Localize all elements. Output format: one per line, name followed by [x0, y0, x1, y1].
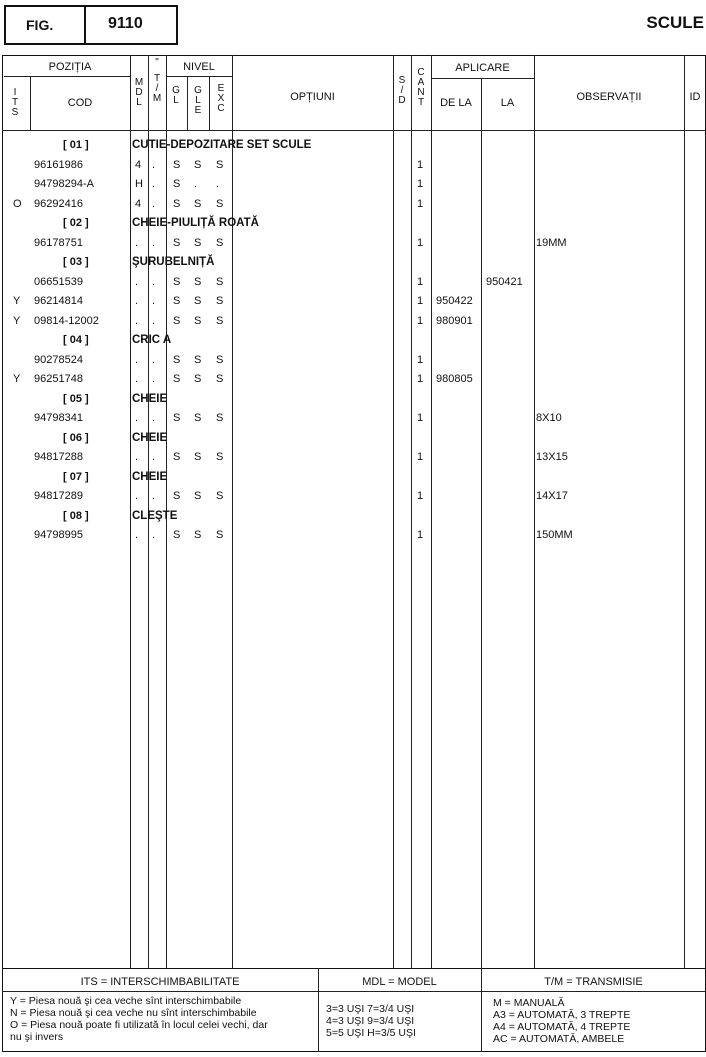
- cant-cell: 1: [417, 451, 424, 463]
- table-row: [0, 448, 706, 467]
- col-exc: E X C: [217, 83, 225, 114]
- obs-cell: 150MM: [536, 529, 573, 541]
- mdl-cell: .: [135, 236, 139, 249]
- its-cell: Y: [13, 373, 21, 385]
- gle-cell: S: [194, 353, 202, 366]
- group-title: CUTIE-DEPOZITARE SET SCULE: [132, 139, 312, 151]
- de-la-cell: 980805: [436, 373, 473, 385]
- cod-cell: 94798995: [34, 529, 83, 541]
- group-ref: [ 05 ]: [63, 392, 89, 405]
- group-title: CHEIE: [132, 470, 168, 483]
- mdl-cell: 4: [135, 197, 142, 210]
- gl-cell: S: [173, 412, 181, 424]
- mdl-cell: .: [135, 490, 139, 502]
- col-aplicare: APLICARE: [455, 62, 510, 74]
- exc-cell: S: [216, 451, 224, 463]
- exc-cell: S: [216, 236, 224, 249]
- mdl-cell: 4: [135, 158, 142, 171]
- cant-cell: 1: [417, 353, 424, 366]
- its-cell: Y: [13, 314, 21, 327]
- cant-cell: 1: [417, 295, 424, 307]
- cant-cell: 1: [417, 275, 424, 288]
- cant-cell: 1: [417, 236, 424, 249]
- la-cell: 950421: [486, 275, 523, 288]
- col-gle: G L E: [194, 85, 202, 116]
- group-ref: [ 03 ]: [63, 256, 89, 268]
- gl-cell: S: [173, 275, 181, 288]
- gle-cell: S: [194, 158, 202, 171]
- mdl-cell: .: [135, 412, 139, 424]
- tm-cell: .: [152, 412, 156, 424]
- cod-cell: 96161986: [34, 158, 83, 171]
- mdl-cell: .: [135, 314, 139, 327]
- tm-cell: .: [152, 353, 156, 366]
- group-header-row: [0, 390, 706, 409]
- gl-cell: S: [173, 178, 181, 190]
- gle-cell: S: [194, 295, 202, 307]
- legend-tm-lines: M = MANUALĂ A3 = AUTOMATĂ, 3 TREPTE A4 = AUTOMATĂ, 4 TREPTE AC = AUTOMATĂ, AMBELE: [493, 997, 631, 1045]
- col-pozitia: POZIȚIA: [48, 61, 92, 73]
- col-sd: S / D: [398, 75, 406, 106]
- gle-cell: S: [194, 529, 202, 541]
- group-header-row: [0, 429, 706, 448]
- table-row: [0, 409, 706, 428]
- group-title: CHEIE-PIULIȚĂ ROATĂ: [132, 217, 259, 229]
- tm-cell: .: [152, 295, 156, 307]
- legend-mdl-title: MDL = MODEL: [362, 976, 437, 988]
- group-header-row: [0, 468, 706, 487]
- cant-cell: 1: [417, 529, 424, 541]
- gle-cell: S: [194, 451, 202, 463]
- exc-cell: .: [216, 178, 220, 190]
- legend-mdl-lines: 3=3 UŞI 7=3/4 UŞI 4=3 UŞI 9=3/4 UŞI 5=5 UŞI H=3/5 UŞI: [326, 1003, 416, 1039]
- exc-cell: S: [216, 314, 224, 327]
- gle-cell: S: [194, 197, 202, 210]
- mdl-cell: .: [135, 295, 139, 307]
- table-row: [0, 195, 706, 214]
- cod-cell: 94798341: [34, 412, 83, 424]
- col-observatii: OBSERVAȚII: [576, 91, 642, 103]
- group-header-row: [0, 507, 706, 526]
- its-cell: Y: [13, 295, 21, 307]
- col-id: ID: [689, 91, 701, 103]
- gle-cell: S: [194, 412, 202, 424]
- exc-cell: S: [216, 373, 224, 385]
- table-row: [0, 273, 706, 292]
- exc-cell: S: [216, 412, 224, 424]
- gl-cell: S: [173, 236, 181, 249]
- col-tm: " T / M: [152, 57, 162, 104]
- group-ref: [ 01 ]: [63, 139, 89, 151]
- col-de-la: DE LA: [440, 97, 472, 109]
- gl-cell: S: [173, 373, 181, 385]
- obs-cell: 14X17: [536, 490, 568, 502]
- col-cod: COD: [67, 97, 93, 109]
- table-row: [0, 292, 706, 311]
- gl-cell: S: [173, 158, 181, 171]
- its-cell: O: [13, 197, 22, 210]
- gl-cell: S: [173, 295, 181, 307]
- table-row: [0, 156, 706, 175]
- mdl-cell: .: [135, 529, 139, 541]
- group-title: CRIC A: [132, 334, 172, 346]
- fig-number: 9110: [108, 15, 143, 32]
- exc-cell: S: [216, 275, 224, 288]
- cant-cell: 1: [417, 412, 424, 424]
- mdl-cell: .: [135, 373, 139, 385]
- col-mdl: M D L: [134, 77, 144, 108]
- gle-cell: S: [194, 236, 202, 249]
- section-title: SCULE: [646, 13, 704, 32]
- gle-cell: S: [194, 275, 202, 288]
- group-ref: [ 02 ]: [63, 217, 89, 229]
- tm-cell: .: [152, 490, 156, 502]
- gl-cell: S: [173, 451, 181, 463]
- gle-cell: S: [194, 490, 202, 502]
- group-title: CHEIE: [132, 392, 168, 405]
- de-la-cell: 980901: [436, 314, 473, 327]
- obs-cell: 8X10: [536, 412, 562, 424]
- mdl-cell: .: [135, 451, 139, 463]
- group-header-row: [0, 214, 706, 233]
- table-row: [0, 370, 706, 389]
- cod-cell: 94817288: [34, 451, 83, 463]
- tm-cell: .: [152, 236, 156, 249]
- cant-cell: 1: [417, 158, 424, 171]
- exc-cell: S: [216, 197, 224, 210]
- gl-cell: S: [173, 314, 181, 327]
- obs-cell: 19MM: [536, 236, 567, 249]
- table-row: [0, 487, 706, 506]
- group-ref: [ 08 ]: [63, 509, 89, 522]
- cant-cell: 1: [417, 178, 424, 190]
- tm-cell: .: [152, 178, 156, 190]
- cod-cell: 96292416: [34, 197, 83, 210]
- legend-its-lines: Y = Piesa nouă şi cea veche sînt interschimbabile N = Piesa nouă şi cea veche nu sînt interschimbabile O = Piesa nouă poate fi utilizată în locul celei vechi, dar nu şi invers: [10, 995, 268, 1043]
- tm-cell: .: [152, 158, 156, 171]
- col-gl: G L: [172, 85, 180, 106]
- cod-cell: 96214814: [34, 295, 83, 307]
- mdl-cell: .: [135, 353, 139, 366]
- group-header-row: [0, 331, 706, 350]
- col-optiuni: OPȚIUNI: [290, 91, 335, 103]
- de-la-cell: 950422: [436, 295, 473, 307]
- table-row: [0, 312, 706, 331]
- gle-cell: .: [194, 178, 198, 190]
- gl-cell: S: [173, 353, 181, 366]
- cod-cell: 06651539: [34, 275, 83, 288]
- obs-cell: 13X15: [536, 451, 568, 463]
- mdl-cell: H: [135, 178, 143, 190]
- tm-cell: .: [152, 373, 156, 385]
- legend-its-title: ITS = INTERSCHIMBABILITATE: [80, 976, 240, 988]
- group-title: ŞURUBELNIȚĂ: [132, 256, 215, 268]
- table-row: [0, 175, 706, 194]
- col-its: I T S: [11, 87, 19, 118]
- group-ref: [ 04 ]: [63, 334, 89, 346]
- tm-cell: .: [152, 197, 156, 210]
- cod-cell: 90278524: [34, 353, 83, 366]
- col-cant: C A N T: [417, 67, 425, 108]
- table-row: [0, 234, 706, 253]
- group-ref: [ 06 ]: [63, 431, 89, 444]
- exc-cell: S: [216, 295, 224, 307]
- table-row: [0, 351, 706, 370]
- gle-cell: S: [194, 314, 202, 327]
- group-title: CLEŞTE: [132, 509, 178, 522]
- tm-cell: .: [152, 529, 156, 541]
- gl-cell: S: [173, 197, 181, 210]
- col-nivel: NIVEL: [183, 61, 215, 73]
- gle-cell: S: [194, 373, 202, 385]
- cant-cell: 1: [417, 490, 424, 502]
- cant-cell: 1: [417, 197, 424, 210]
- exc-cell: S: [216, 490, 224, 502]
- group-title: CHEIE: [132, 431, 168, 444]
- cod-cell: 96251748: [34, 373, 83, 385]
- cod-cell: 94817289: [34, 490, 83, 502]
- fig-label: FIG.: [26, 17, 54, 33]
- group-header-row: [0, 136, 706, 155]
- mdl-cell: .: [135, 275, 139, 288]
- group-ref: [ 07 ]: [63, 470, 89, 483]
- legend-tm-title: T/M = TRANSMISIE: [544, 976, 643, 988]
- fig-box: [4, 5, 178, 45]
- tm-cell: .: [152, 451, 156, 463]
- cod-cell: 94798294-A: [34, 178, 94, 190]
- cod-cell: 96178751: [34, 236, 83, 249]
- group-header-row: [0, 253, 706, 272]
- exc-cell: S: [216, 158, 224, 171]
- tm-cell: .: [152, 275, 156, 288]
- tm-cell: .: [152, 314, 156, 327]
- table-row: [0, 526, 706, 545]
- cant-cell: 1: [417, 314, 424, 327]
- exc-cell: S: [216, 529, 224, 541]
- cant-cell: 1: [417, 373, 424, 385]
- cod-cell: 09814-12002: [34, 314, 99, 327]
- gl-cell: S: [173, 529, 181, 541]
- col-la: LA: [500, 97, 515, 109]
- gl-cell: S: [173, 490, 181, 502]
- exc-cell: S: [216, 353, 224, 366]
